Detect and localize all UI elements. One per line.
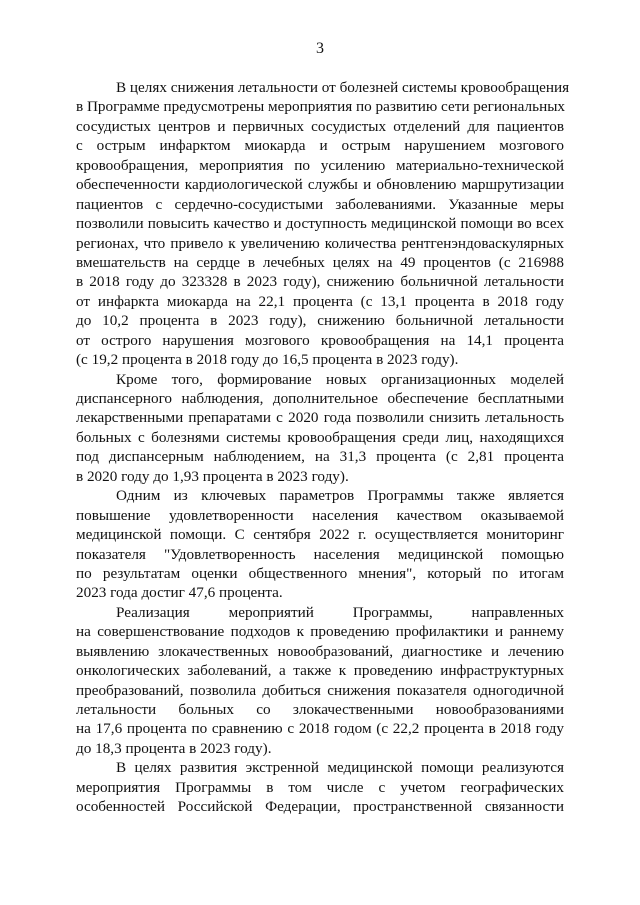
text-line: от острого нарушения мозгового кровообращения на 14,1 процента xyxy=(76,331,564,349)
text-line: повышение удовлетворенности населения качеством оказываемой xyxy=(76,506,564,524)
paragraph xyxy=(76,486,564,603)
text-line: по результатам оценки общественного мнения", который по итогам xyxy=(76,564,564,582)
text-line: медицинской помощи. С сентября 2022 г. осуществляется мониторинг xyxy=(76,526,564,544)
text-line: обеспеченности кардиологической службы и обновлению маршрутизации xyxy=(76,176,564,194)
text-line: онкологических заболеваний, а также к проведению инфраструктурных xyxy=(76,662,564,680)
paragraph xyxy=(76,370,564,487)
text-line: В целях снижения летальности от болезней системы кровообращения xyxy=(116,79,570,96)
text-line: сосудистых центров и первичных сосудистых отделений для пациентов xyxy=(76,117,564,135)
text-line: мероприятия Программы в том числе с учетом географических xyxy=(76,778,564,796)
text-line: пациентов с сердечно-сосудистыми заболеваниями. Указанные меры xyxy=(76,195,564,213)
paragraph xyxy=(76,603,564,759)
text-line: В целях развития экстренной медицинской помощи реализуются xyxy=(116,759,564,777)
text-line: Одним из ключевых параметров Программы также является xyxy=(116,487,564,505)
text-line: от инфаркта миокарда на 22,1 процента (с 13,1 процента в 2018 году xyxy=(76,292,564,310)
document-body xyxy=(76,78,570,817)
text-line: выявлению злокачественных новообразований, диагностике и лечению xyxy=(76,642,564,660)
text-line: диспансерного наблюдения, дополнительное обеспечение бесплатными xyxy=(76,390,564,407)
text-line: до 10,2 процента в 2023 году), снижению больничной летальности xyxy=(76,312,564,330)
text-line: вмешательств на сердце в лечебных целях на 49 процентов (с 216988 xyxy=(76,253,564,271)
text-line: на совершенствование подходов к проведению профилактики и раннему xyxy=(76,623,564,641)
text-line: Реализация мероприятий Программы, направленных xyxy=(116,603,564,621)
text-line: кровообращения, мероприятия по усилению материально-технической xyxy=(76,156,564,174)
text-line: в 2020 году до 1,93 процента в 2023 году). xyxy=(76,467,349,485)
text-line: больных с болезнями системы кровообращения среди лиц, находящихся xyxy=(76,428,564,446)
text-line: в Программе предусмотрены мероприятия по развитию сети региональных xyxy=(76,98,565,116)
page-number: 3 xyxy=(316,40,324,57)
paragraph xyxy=(76,78,570,370)
text-line: до 18,3 процента в 2023 году). xyxy=(76,739,272,757)
text-line: 2023 года достиг 47,6 процента. xyxy=(76,584,283,602)
text-line: на 17,6 процента по сравнению с 2018 годом (с 22,2 процента в 2018 году xyxy=(76,720,564,738)
text-line: регионах, что привело к увеличению количества рентгенэндоваскулярных xyxy=(76,234,564,252)
text-line: показателя "Удовлетворенность населения медицинской помощью xyxy=(76,545,564,563)
text-line: преобразований, позволила добиться снижения показателя одногодичной xyxy=(76,681,564,699)
text-line: позволили повысить качество и доступность медицинской помощи во всех xyxy=(76,215,564,233)
text-line: лекарственными препаратами с 2020 года позволили снизить летальность xyxy=(76,409,564,427)
paragraph xyxy=(76,758,564,816)
text-line: с острым инфарктом миокарда и острым нарушением мозгового xyxy=(76,137,564,155)
text-line: под диспансерным наблюдением, на 31,3 процента (с 2,81 процента xyxy=(76,448,564,466)
text-line: Кроме того, формирование новых организационных моделей xyxy=(116,370,564,388)
text-line: (с 19,2 процента в 2018 году до 16,5 процента в 2023 году). xyxy=(76,351,459,369)
text-line: в 2018 году до 323328 в 2023 году), снижению больничной летальности xyxy=(76,273,564,291)
text-line: особенностей Российской Федерации, пространственной связанности xyxy=(76,798,564,816)
text-line: летальности больных со злокачественными новообразованиями xyxy=(76,701,564,718)
